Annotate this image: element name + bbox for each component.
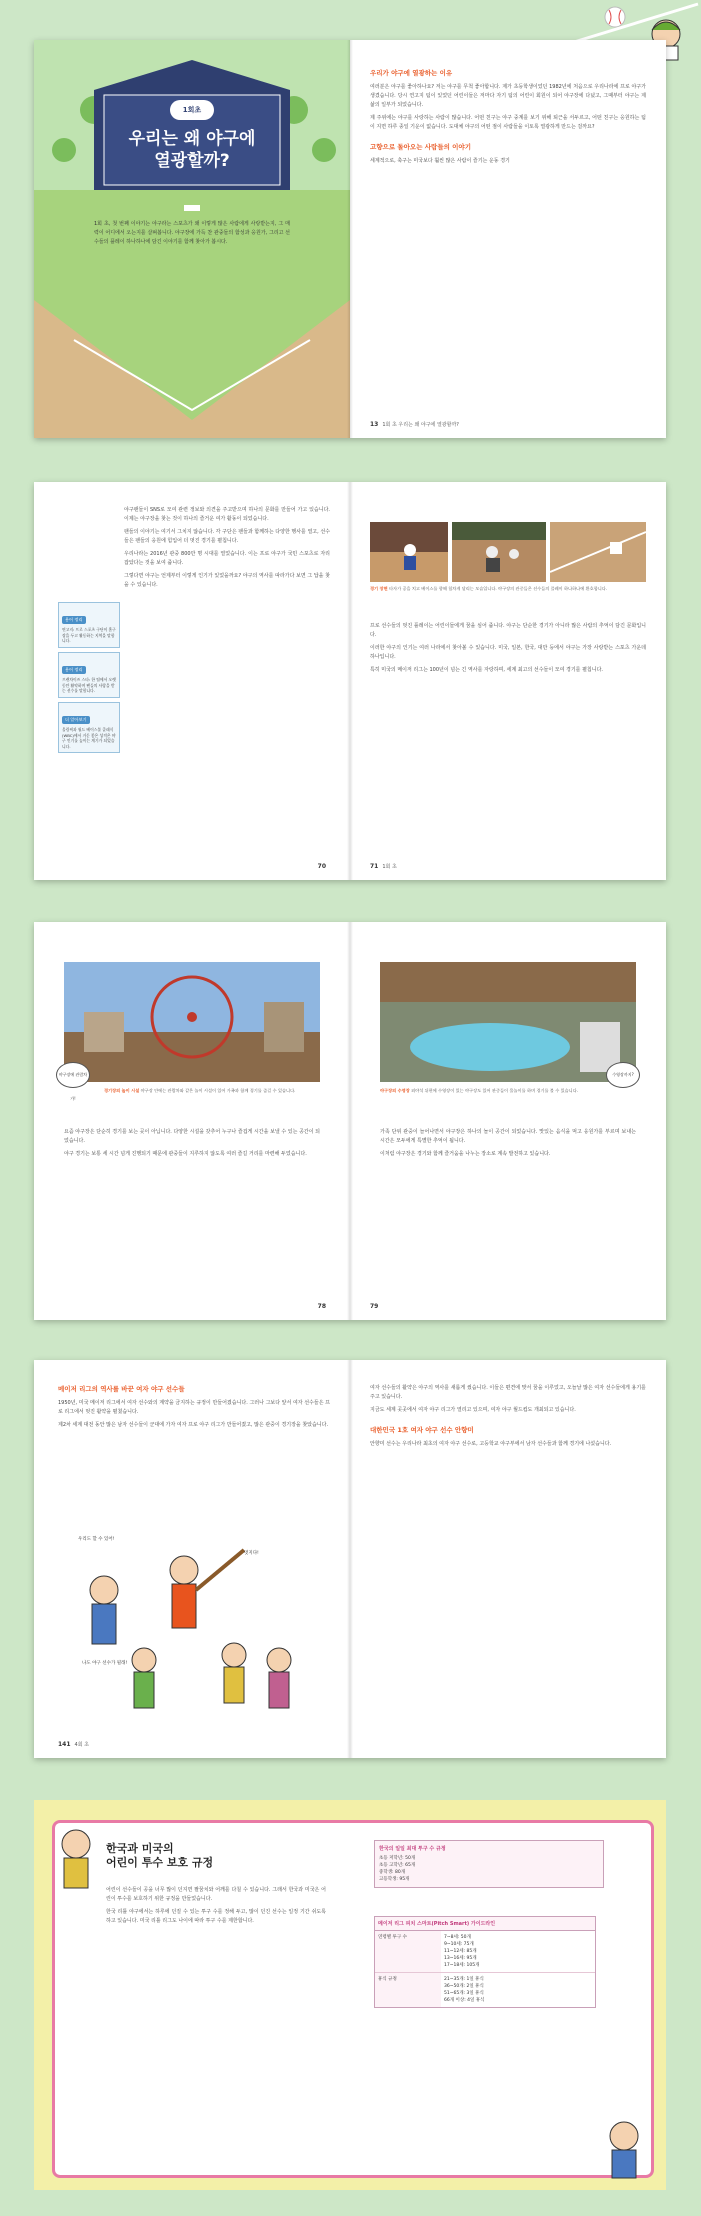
body-paragraph: 이러한 야구의 인기는 여러 나라에서 찾아볼 수 있습니다. 미국, 일본, 한국, 대만 등에서 야구는 가장 사랑받는 스포츠 가운데 하나입니다.	[370, 645, 646, 660]
caption-title: 야구장의 수영장	[380, 1088, 410, 1093]
section-header: 우리가 야구에 열광하는 이유	[370, 69, 453, 77]
page-number: 141	[58, 1741, 71, 1748]
table-row: 11~12세: 85개	[444, 1949, 477, 1954]
page-folio	[370, 421, 459, 428]
table-row: 21~35개: 1일 휴식	[444, 1977, 484, 1982]
body-paragraph: 어린이 선수들이 공을 너무 많이 던지면 팔꿈치와 어깨를 다칠 수 있습니다. 그래서 한국과 미국은 어린이 투수를 보호하기 위한 규정을 만들었습니다.	[106, 1887, 326, 1902]
table-row: 17~18세: 105개	[444, 1963, 480, 1968]
page-folio	[318, 1303, 330, 1310]
running-head: 1회 초 우리는 왜 야구에 열광할까?	[382, 422, 459, 428]
page-number: 78	[317, 1303, 326, 1310]
caption-title: 경기장의 놀이 시설	[104, 1088, 140, 1093]
game-photo-left	[370, 522, 448, 582]
glossary-box	[58, 602, 120, 648]
body-paragraph: 우리나라는 2016년 관중 800만 명 시대를 열었습니다. 이는 프로 야구가 국민 스포츠로 자리 잡았다는 것을 보여 줍니다.	[124, 551, 330, 566]
title-line-1: 우리는 왜 야구에	[128, 129, 256, 149]
glossary-text: 프랜차이즈 스타: 한 팀에서 오랫동안 활약하며 팬들의 사랑을 받는 선수를 말합니다.	[62, 677, 116, 694]
text-page	[350, 1360, 666, 1758]
page-folio	[318, 863, 330, 870]
table-title: 메이저 리그 피치 스마트(Pitch Smart) 가이드라인	[375, 1917, 595, 1931]
spread-1	[34, 40, 666, 438]
table-row: 51~65개: 3일 휴식	[444, 1991, 484, 1996]
info-title-line-1: 한국과 미국의	[106, 1842, 174, 1855]
photo-page	[350, 482, 666, 880]
info-spread	[34, 1800, 666, 2190]
photo-caption	[370, 586, 646, 592]
glossary-text: 연고지: 프로 스포츠 구단이 홈구장을 두고 활동하는 지역을 말합니다.	[62, 627, 116, 644]
body-paragraph: 세계적으로, 축구는 미국보다 훨씬 많은 사람이 즐기는 운동 경기	[370, 158, 510, 164]
body-paragraph: 지금도 세계 곳곳에서 여자 야구 리그가 열리고 있으며, 여자 야구 월드컵도 개최되고 있습니다.	[370, 1407, 576, 1413]
page-folio	[370, 1303, 382, 1310]
caption-text: 타자가 공을 치고 베이스를 향해 힘차게 달리는 모습입니다. 야구장의 관중들은 선수들의 플레이 하나하나에 환호합니다.	[388, 586, 608, 591]
body-paragraph: 안향미 선수는 우리나라 최초의 여자 야구 선수로, 고등학교 야구부에서 남자 선수들과 함께 경기에 나섰습니다.	[370, 1441, 612, 1447]
body-paragraph: 요즘 야구장은 단순히 경기를 보는 곳이 아닙니다. 다양한 시설을 갖추어 누구나 즐겁게 시간을 보낼 수 있는 공간이 되었습니다.	[64, 1129, 320, 1144]
body-paragraph: 1950년, 미국 메이저 리그에서 여자 선수와의 계약을 금지하는 규정이 만들어졌습니다. 그러나 그보다 앞서 여자 선수들은 프로 리그에서 멋진 활약을 펼쳤습니다.	[58, 1400, 330, 1415]
ferris-wheel-photo	[64, 962, 320, 1082]
caption-text: 외야석 뒤편에 수영장이 있는 야구장도 있어 관중들이 물놀이를 하며 경기를 볼 수 있습니다.	[411, 1088, 579, 1093]
section-header: 고향으로 돌아오는 사람들의 이야기	[370, 143, 471, 151]
body-paragraph: 한국 리틀 야구에서는 하루에 던질 수 있는 투구 수를 정해 두고, 많이 던진 선수는 일정 기간 쉬도록 하고 있습니다. 미국 리틀 리그도 나이에 따라 투구 수를 제한합니다.	[106, 1909, 326, 1924]
caption-title: 경기 장면	[370, 586, 388, 591]
chapter-title	[104, 128, 280, 172]
table-row: 7~8세: 50개	[444, 1935, 471, 1940]
coach-cartoon	[52, 1824, 100, 1894]
table-row: 초등 저학년: 50개	[379, 1856, 416, 1861]
page-number: 71	[370, 863, 379, 870]
game-photo-mid	[452, 522, 546, 582]
photo-page	[34, 922, 350, 1320]
body-paragraph: 야구팬들이 SNS로 모여 관련 정보와 의견을 주고받으며 하나의 문화를 만들어 가고 있습니다. 이제는 야구장을 찾는 것이 하나의 즐거운 여가 활동이 되었습니다.	[124, 507, 330, 522]
glossary-tag: 용어 정리	[62, 616, 86, 624]
page-folio	[58, 1741, 89, 1748]
page-folio	[370, 863, 397, 870]
pool-photo	[380, 962, 636, 1082]
body-paragraph: 프로 선수들의 멋진 플레이는 어린이들에게 꿈을 심어 줍니다. 야구는 단순한 경기가 아니라 많은 사람의 추억이 담긴 문화입니다.	[370, 623, 646, 638]
body-paragraph: 제 주위에는 야구를 사랑하는 사람이 많습니다. 어떤 친구는 야구 중계를 보기 위해 퇴근을 서두르고, 어떤 친구는 응원하는 팀이 지면 하루 종일 기운이 없습니다. 도대체 야구의 어떤 점이 사람들을 이토록 열광하게 만드는 걸까요?	[370, 115, 646, 130]
section-header: 대한민국 1호 여자 야구 선수 안향미	[370, 1426, 474, 1434]
table-row: 13~16세: 95개	[444, 1956, 477, 1961]
text-page	[34, 482, 350, 880]
text-page	[350, 40, 666, 438]
glossary-tag: 용어 정리	[62, 666, 86, 674]
body-paragraph: 팬들의 이야기는 여기서 그치지 않습니다. 각 구단은 팬들과 함께하는 다양한 행사를 열고, 선수들은 팬들의 응원에 힘입어 더 멋진 경기를 펼칩니다.	[124, 529, 330, 544]
page-number: 79	[370, 1303, 379, 1310]
title-line-2: 열광할까?	[154, 151, 230, 171]
umpire-cartoon	[600, 2116, 648, 2180]
game-photo-right	[550, 522, 646, 582]
table-row: 66개 이상: 4일 휴식	[444, 1998, 485, 2003]
body-paragraph: 제2차 세계 대전 동안 많은 남자 선수들이 군대에 가자 여자 프로 야구 리그가 만들어졌고, 많은 관중이 경기장을 찾았습니다.	[58, 1422, 329, 1428]
us-rules-table	[374, 1916, 596, 2008]
spread-3	[34, 922, 666, 1320]
table-row: 36~50개: 2일 휴식	[444, 1984, 484, 1989]
speech-bubble: 나도 야구 선수가 될래!	[82, 1661, 128, 1666]
chapter-opener-page	[34, 40, 350, 438]
caption-text: 야구장 안에는 관람차와 같은 놀이 시설이 있어 가족과 함께 경기를 즐길 수 있습니다.	[140, 1088, 296, 1093]
table-col-label: 휴식 규정	[375, 1973, 441, 2007]
table-title: 한국의 일일 최대 투구 수 규정	[379, 1846, 446, 1852]
korea-rules-table	[374, 1840, 604, 1888]
chapter-intro: 1회 초, 첫 번째 이야기는 야구라는 스포츠가 왜 이렇게 많은 사람에게 사랑받는지, 그 매력이 어디에서 오는지를 살펴봅니다. 야구장에 가득 찬 관중들의 함성과 응원가, 그리고 선수들의 플레이 하나하나에 담긴 이야기를 함께 찾아가 봅시다.	[94, 221, 290, 245]
glossary-text: 올림픽과 월드 베이스볼 클래식(WBC)에서 거둔 좋은 성적은 야구 인기를 높이는 계기가 되었습니다.	[62, 727, 116, 749]
speech-bubble: 멋지다!	[244, 1551, 259, 1556]
table-row: 중학생: 80개	[379, 1870, 406, 1875]
table-col-label: 연령별 투구 수	[375, 1931, 441, 1972]
table-row: 고등학생: 95개	[379, 1877, 410, 1882]
photo-page	[350, 922, 666, 1320]
table-row: 9~10세: 75개	[444, 1942, 474, 1947]
running-head: 1회 초	[382, 864, 397, 870]
body-paragraph: 여자 선수들의 활약은 야구의 역사를 새롭게 썼습니다. 이들은 편견에 맞서 꿈을 이루었고, 오늘날 많은 여자 선수들에게 용기를 주고 있습니다.	[370, 1385, 646, 1400]
women-players-cartoon	[64, 1530, 314, 1720]
body-paragraph: 가족 단위 관중이 늘어나면서 야구장은 하나의 놀이 공간이 되었습니다. 맛있는 음식을 먹고 응원가를 부르며 보내는 시간은 모두에게 특별한 추억이 됩니다.	[380, 1129, 636, 1144]
body-paragraph: 야구 경기는 보통 세 시간 넘게 진행되기 때문에 관중들이 지루하지 않도록 여러 즐길 거리를 마련해 두었습니다.	[64, 1151, 307, 1157]
spread-4	[34, 1360, 666, 1758]
glossary-box	[58, 702, 120, 753]
glossary-box	[58, 652, 120, 698]
page-number: 13	[370, 421, 379, 428]
page-number: 70	[317, 863, 326, 870]
section-header: 메이저 리그의 역사를 바꾼 여자 야구 선수들	[58, 1385, 185, 1393]
text-page	[34, 1360, 350, 1758]
photo-caption	[380, 1088, 590, 1094]
table-row: 초등 고학년: 65개	[379, 1863, 416, 1868]
info-title	[106, 1842, 213, 1870]
speech-bubble: 야구장에 관람차가!	[56, 1062, 90, 1088]
info-title-line-2: 어린이 투수 보호 규정	[106, 1856, 214, 1869]
photo-caption	[104, 1088, 320, 1094]
body-paragraph: 그렇다면 야구는 언제부터 이렇게 인기가 있었을까요? 야구의 역사를 따라가다 보면 그 답을 찾을 수 있습니다.	[124, 573, 330, 588]
speech-bubble: 우리도 할 수 있어!	[78, 1537, 115, 1542]
running-head: 4회 초	[74, 1742, 89, 1748]
body-paragraph: 특히 미국의 메이저 리그는 100년이 넘는 긴 역사를 자랑하며, 세계 최고의 선수들이 모여 경기를 펼칩니다.	[370, 667, 604, 673]
body-paragraph: 여러분은 야구를 좋아하나요? 저는 야구를 무척 좋아합니다. 제가 초등학생이었던 1982년에 처음으로 우리나라에 프로 야구가 생겼습니다. 당시 연고지 팀이 있었던 어린이들은 저마다 자기 팀의 어린이 회원이 되어 야구장에 다녔고, 그때부터 야구는 제 삶의 일부가 되었습니다.	[370, 84, 646, 108]
speech-bubble: 수영장까지?	[606, 1062, 640, 1088]
glossary-tag: 더 알아보기	[62, 716, 90, 724]
spread-2	[34, 482, 666, 880]
body-paragraph: 이처럼 야구장은 경기와 함께 즐거움을 나누는 장소로 계속 발전하고 있습니다.	[380, 1151, 551, 1157]
chapter-badge: 1회초	[170, 100, 214, 120]
